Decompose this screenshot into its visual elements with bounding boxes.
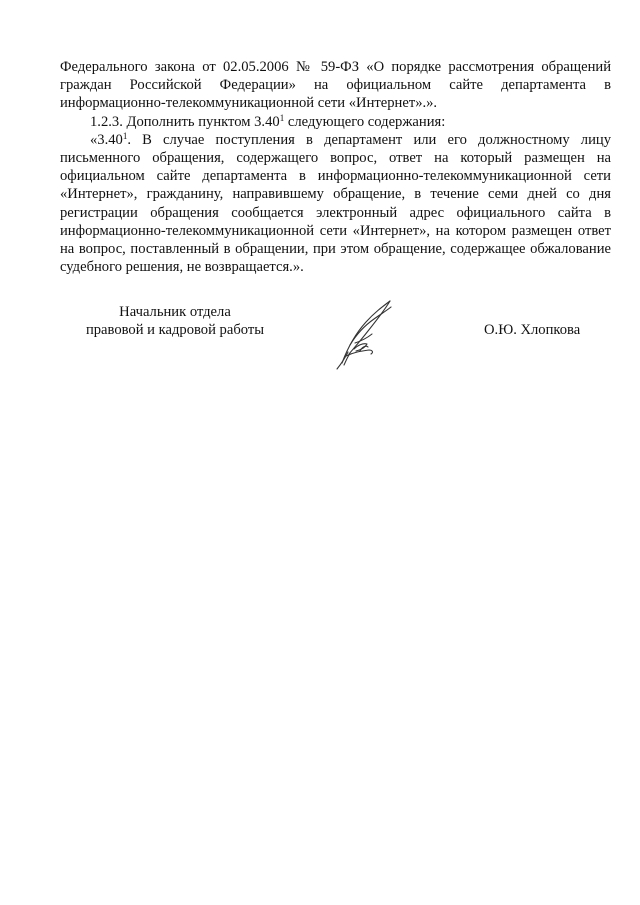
signer-position-line-1: Начальник отдела <box>119 304 231 320</box>
signer-position <box>60 303 290 339</box>
signer-name: О.Ю. Хлопкова <box>484 322 581 338</box>
paragraph-amendment-item <box>60 113 611 131</box>
handwritten-signature-icon <box>334 295 400 371</box>
superscript-index: 1 <box>122 130 128 141</box>
document-body <box>60 58 611 276</box>
amendment-item-text: 1.2.3. Дополнить пунктом 3.40 <box>90 113 280 130</box>
signer-position-line-2: правовой и кадровой работы <box>85 322 265 339</box>
paragraph-new-clause <box>60 131 611 277</box>
new-clause-number: «3.40 <box>90 131 123 148</box>
superscript-index: 1 <box>279 112 285 123</box>
paragraph-law-reference: Федерального закона от 02.05.2006 № 59-ФЗ «О порядке рассмотрения обращений граждан Российской Федерации» на официальном сайте департамента в информационно-телекоммуникационной сети «Интернет».». <box>60 59 611 112</box>
new-clause-text: . В случае поступления в департамент или его должностному лицу письменного обращения, содержащего вопрос, ответ на который размещен на официальном сайте департамента в информационно-телекоммуникационной сети «Интернет», гражданину, направившему обращение, в течение семи дней со дня регистрации обращения сообщается электронный адрес официального сайта в информационно-телекоммуникационной сети «Интернет», на котором размещен ответ на вопрос, поставленный в обращении, при этом обращение, содержащее обжалование судебного решения, не возвращается.». <box>60 131 611 276</box>
signature-block <box>0 303 640 383</box>
amendment-item-text-end: следующего содержания: <box>284 113 446 130</box>
